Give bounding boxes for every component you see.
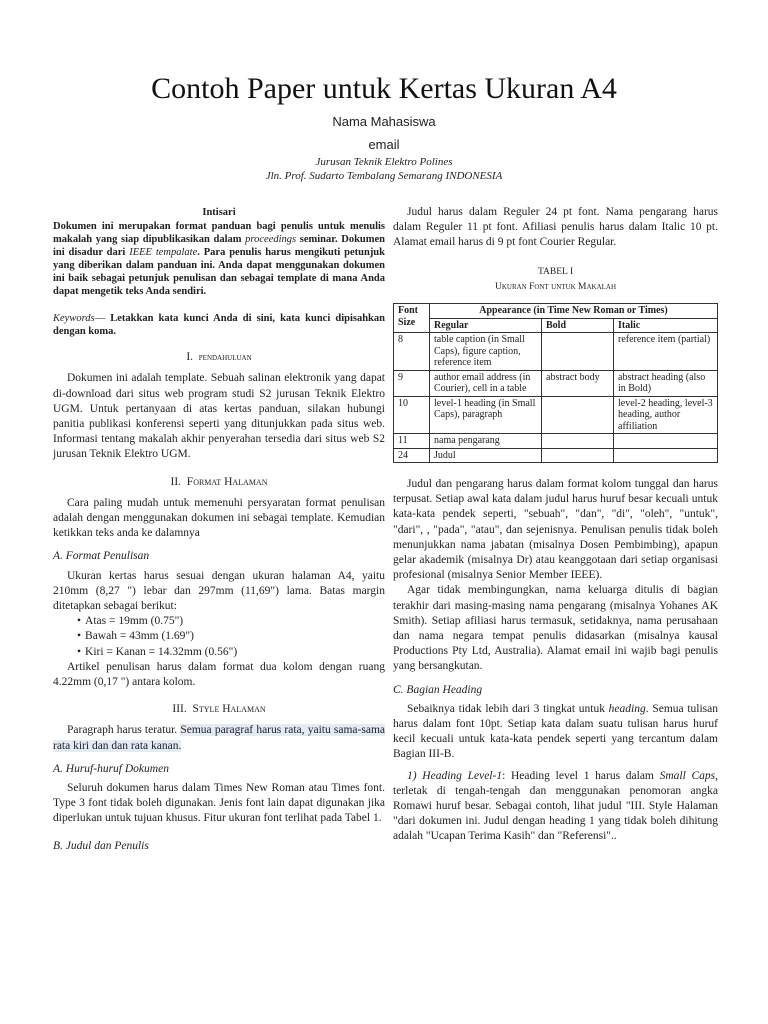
keywords-text: Letakkan kata kunci Anda di sini, kata kunci dipisahkan dengan koma. — [53, 313, 385, 338]
affiliation-line-1: Jurusan Teknik Elektro Polines — [315, 156, 453, 168]
section-3a-paragraph: Seluruh dokumen harus dalam Times New Roman atau Times font. Type 3 font tidak boleh digunakan. Jenis font lain dapat digunakan jika diperlukan untuk tujuan khusus. Fitur ukuran font terlihat pada Tabel 1. — [53, 782, 385, 825]
subsection-heading: C. Bagian Heading — [393, 683, 483, 696]
table-cell: 24 — [394, 448, 430, 463]
title-format-paragraph: Judul harus dalam Reguler 24 pt font. Nama pengarang harus dalam Reguler 11 pt font. Afiliasi penulis harus dalam Italic 10 pt. Alamat email harus di 9 pt font Courier Regular. — [393, 206, 718, 249]
section-number: III. — [172, 703, 187, 716]
author-format-paragraph: Judul dan pengarang harus dalam format kolom tunggal dan harus terpusat. Setiap awal kata dalam judul harus huruf besar kecuali untuk kata-kata pendek seperti, "sebuah", "dan", "di", "oleh", "untuk", "dari", , "pada", "atau", dan sejenisnya. Penulisan penulis tidak boleh menunjukkan nama jabatan (misalnya Dosen Pembimbing), apapun gelar akademik (misalnya Dr) atau keanggotaan dari setiap organisasi profesional (misalnya Senior Member IEEE). — [393, 478, 718, 582]
table-header-cell: Font Size — [394, 304, 430, 333]
table-cell — [542, 396, 614, 434]
section-title: Style Halaman — [192, 703, 266, 716]
abstract-body — [53, 220, 385, 298]
abstract-heading: Intisari — [202, 207, 236, 218]
table-caption: TABEL I — [537, 266, 574, 277]
table-header-cell: Italic — [614, 318, 718, 333]
table-header-cell: Bold — [542, 318, 614, 333]
table-header-cell: Appearance (in Time New Roman or Times) — [430, 304, 718, 319]
paragraph-text: . Semua tulisan harus dalam font 10pt. Setiap kata dalam suatu tulisan harus huruf kecil kecuali untuk kata-kata pendek seperti yang tercantum dalam Bagian III-B. — [393, 702, 719, 761]
abstract-text: . Para penulis harus mengikuti petunjuk yang diberikan dalam panduan ini. Anda dapat menggunakan dokumen ini baik sebagai petunjuk penulisan dan sebagai template di mana Anda dapat mengetik teks Anda sendiri. — [53, 247, 385, 298]
table-cell — [542, 434, 614, 449]
table-header-cell: Regular — [430, 318, 542, 333]
keywords-dash: — — [94, 313, 111, 325]
table-subcaption: Ukuran Font untuk Makalah — [494, 281, 617, 292]
table-cell: 11 — [394, 434, 430, 449]
subsection-heading: A. Format Penulisan — [53, 550, 150, 563]
margin-list — [77, 614, 385, 660]
table-header-row — [394, 318, 718, 333]
table-row — [394, 448, 718, 463]
table-cell: table caption (in Small Caps), figure caption, reference item — [430, 333, 542, 371]
table-cell: Judul — [430, 448, 542, 463]
table-cell — [614, 448, 718, 463]
paragraph-text: Paragraph harus teratur. — [67, 724, 181, 737]
table-cell: 9 — [394, 370, 430, 396]
paragraph-text: , terletak di tengah-tengah dan menggunakan penomoran angka Romawi huruf besar. Sebagai contoh, lihat judul "III. Style Halaman "dari dokumen ini. Judul dengan heading 1 yang tidak boleh dihitung adalah "Ucapan Terima Kasih" dan "Referensi".. — [393, 769, 718, 843]
table-row — [394, 333, 718, 371]
table-cell: level-2 heading, level-3 heading, author affiliation — [614, 396, 718, 434]
font-size-table — [393, 303, 718, 463]
section-2-paragraph: Cara paling mudah untuk memenuhi persyaratan format penulisan adalah dengan menggunakan dokumen ini sebagai template. Kemudian ketikkan teks anda ke dalamnya — [53, 496, 385, 540]
section-title: Format Halaman — [186, 475, 268, 488]
paper-title: Contoh Paper untuk Kertas Ukuran A4 — [151, 72, 617, 105]
section-heading-1 — [53, 350, 385, 365]
heading-level-label: 1) Heading Level-1 — [407, 769, 503, 782]
table-cell: nama pengarang — [430, 434, 542, 449]
keywords-label: Keywords — [53, 313, 95, 325]
table-cell: author email address (in Courier), cell in a table — [430, 370, 542, 396]
paragraph-text: : Heading level 1 harus dalam — [502, 769, 660, 782]
section-2a-paragraph-2: Artikel penulisan harus dalam format dua kolom dengan ruang 4.22mm (0,17 ") antara kolom. — [53, 660, 385, 689]
list-item: • Atas = 19mm (0.75") — [77, 614, 385, 629]
table-row — [394, 370, 718, 396]
table-row — [394, 434, 718, 449]
author-name-paragraph: Agar tidak membingungkan, nama keluarga ditulis di bagian terakhir dari masing-masing nama pengarang (misalnya Yohanes AK Smith). Setiap afiliasi harus termasuk, setidaknya, nama perusahaan dan nama negara tempat penulis didasarkan (misalnya kausal Productions Pty Ltd, Australia). Alamat email ini wajib bagi penulis yang bersangkutan. — [393, 584, 718, 673]
left-column — [53, 205, 385, 858]
section-heading-3 — [53, 702, 385, 717]
table-header-row — [394, 304, 718, 319]
highlighted-text[interactable]: Semua paragraf harus rata, yaitu sama-sama rata kiri dan dan rata kanan. — [53, 724, 385, 752]
affiliation-line-2: Jln. Prof. Sudarto Tembalang Semarang INDONESIA — [265, 170, 503, 182]
table-cell — [542, 448, 614, 463]
right-column — [393, 205, 718, 845]
table-cell: 8 — [394, 333, 430, 371]
abstract-italic-term: proceedings — [245, 234, 297, 246]
table-cell — [614, 434, 718, 449]
section-number: I. — [186, 351, 194, 364]
section-1-paragraph: Dokumen ini adalah template. Sebuah salinan elektronik yang dapat di-download dari situs web program studi S2 jurusan Teknik Elektro UGM. Untuk pertanyaan di atas kertas panduan, silakan hubungi panitia publikasi konferensi seperti yang ditunjukkan pada situs web. Informasi tentang makalah akhir penyerahan tersedia dari situs web S2 jurusan Teknik Elektro UGM. — [53, 372, 385, 461]
author-email: email — [368, 137, 400, 152]
table-cell: 10 — [394, 396, 430, 434]
list-item: • Bawah = 43mm (1.69") — [77, 629, 385, 644]
table-cell: reference item (partial) — [614, 333, 718, 371]
heading-section-paragraph — [393, 702, 718, 763]
section-heading-2 — [53, 475, 385, 490]
table-cell — [542, 333, 614, 371]
paragraph-text: Sebaiknya tidak lebih dari 3 tingkat untuk — [407, 702, 609, 715]
section-title: pendahuluan — [198, 352, 252, 364]
abstract-italic-term: IEEE tempalate — [129, 247, 198, 259]
author-name: Nama Mahasiswa — [332, 114, 436, 129]
section-3-paragraph — [53, 723, 385, 753]
subsection-heading: A. Huruf-huruf Dokumen — [53, 762, 169, 775]
table-cell: abstract heading (also in Bold) — [614, 370, 718, 396]
section-number: II. — [170, 475, 182, 488]
abstract-text: seminar. Dokumen ini disadur dari — [53, 234, 385, 259]
table-cell: level-1 heading (in Small Caps), paragraph — [430, 396, 542, 434]
subsection-heading: B. Judul dan Penulis — [53, 839, 149, 852]
italic-term: Small Caps — [659, 769, 716, 782]
italic-term: heading — [608, 702, 646, 715]
table-cell: abstract body — [542, 370, 614, 396]
section-2a-paragraph: Ukuran kertas harus sesuai dengan ukuran halaman A4, yaitu 210mm (8,27 ") lebar dan 297mm (11,69") lama. Batas margin ditetapkan sebagai berikut: — [53, 569, 385, 613]
abstract-text: Dokumen ini merupakan format panduan bagi penulis untuk menulis makalah yang siap dipublikasikan dalam — [53, 221, 385, 246]
keywords — [53, 312, 385, 338]
table-row — [394, 396, 718, 434]
list-item: • Kiri = Kanan = 14.32mm (0.56") — [77, 645, 385, 660]
heading-level-1-paragraph — [393, 769, 718, 845]
